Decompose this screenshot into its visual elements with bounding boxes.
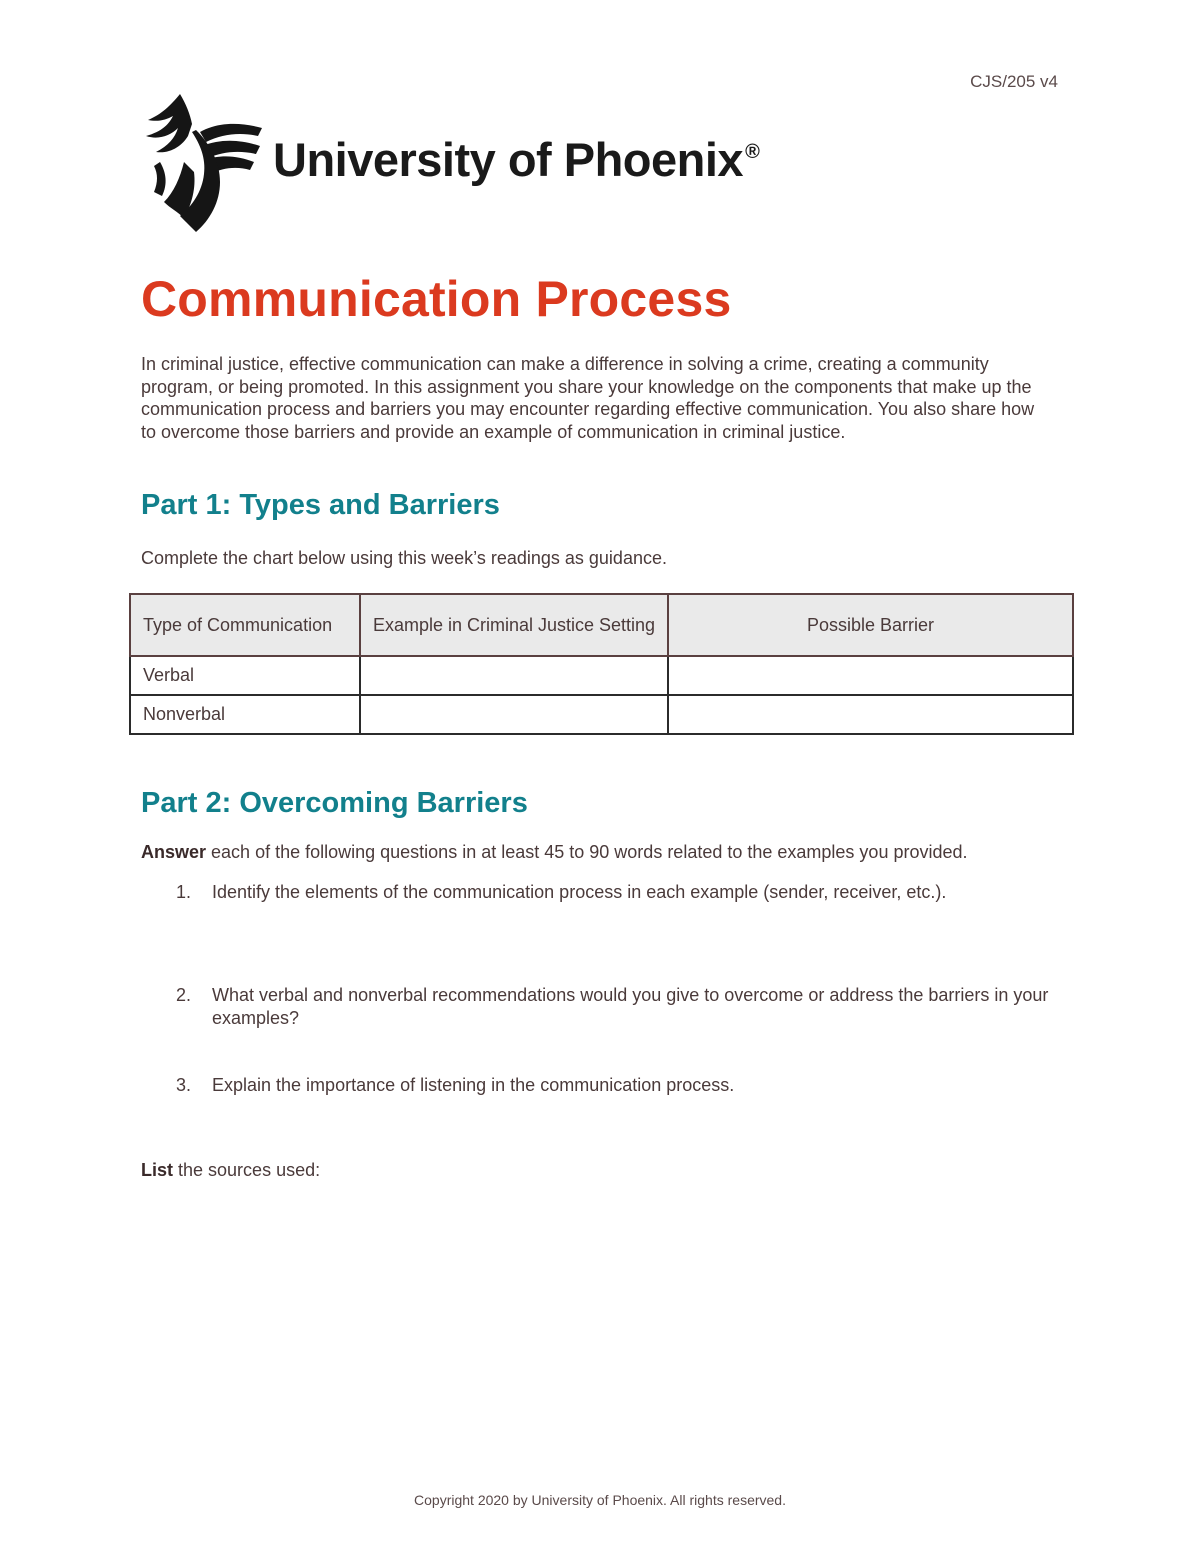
sources-bold: List: [141, 1160, 174, 1180]
phoenix-bird-icon: [140, 92, 265, 234]
registered-mark: ®: [745, 141, 760, 163]
verbal-barrier-cell[interactable]: [668, 656, 1073, 695]
question-number: 2.: [176, 985, 192, 1005]
answer-bold: Answer: [141, 842, 207, 862]
chart-header-row: [130, 594, 1073, 656]
nonverbal-barrier-cell[interactable]: [668, 695, 1073, 734]
sources-rest: the sources used:: [173, 1160, 321, 1180]
part2-heading: Part 2: Overcoming Barriers: [141, 787, 528, 819]
row-label-nonverbal: Nonverbal: [130, 695, 360, 734]
intro-paragraph: In criminal justice, effective communication can make a difference in solving a crime, creating a community program, or being promoted. In this assignment you share your knowledge on the components that make up the communication process and barriers you may encounter regarding effective communication. You also share how to overcome those barriers and provide an example of communication in criminal justice.: [141, 354, 1035, 442]
table-row: [130, 695, 1073, 734]
course-code: CJS/205 v4: [970, 72, 1058, 91]
answer-rest: each of the following questions in at least 45 to 90 words related to the examples you provided.: [206, 842, 968, 862]
nonverbal-example-cell[interactable]: [360, 695, 668, 734]
question-3: [141, 1074, 1071, 1097]
header-possible-barrier: Possible Barrier: [668, 594, 1073, 656]
document-title: Communication Process: [141, 271, 732, 327]
copyright-footer: Copyright 2020 by University of Phoenix. All rights reserved.: [414, 1492, 786, 1508]
question-2: [141, 984, 1071, 1029]
question-text: Identify the elements of the communication process in each example (sender, receiver, etc.).: [212, 882, 947, 902]
header-type-of-communication: Type of Communication: [130, 594, 360, 656]
sources-prompt: [141, 1160, 320, 1181]
university-name-text: University of Phoenix: [273, 133, 744, 186]
question-number: 1.: [176, 882, 192, 902]
question-1: [141, 881, 1071, 904]
question-number: 3.: [176, 1075, 192, 1095]
verbal-example-cell[interactable]: [360, 656, 668, 695]
part1-instruction: Complete the chart below using this week’s readings as guidance.: [141, 548, 667, 568]
row-label-verbal: Verbal: [130, 656, 360, 695]
university-name: [273, 132, 759, 187]
part1-heading: Part 1: Types and Barriers: [141, 489, 500, 521]
table-row: [130, 656, 1073, 695]
header-example-setting: Example in Criminal Justice Setting: [360, 594, 668, 656]
question-text: What verbal and nonverbal recommendations would you give to overcome or address the barriers in your examples?: [212, 985, 1049, 1028]
university-logo: [140, 92, 760, 234]
question-text: Explain the importance of listening in the communication process.: [212, 1075, 735, 1095]
communication-chart: [129, 593, 1074, 735]
answer-instruction: [141, 842, 968, 863]
